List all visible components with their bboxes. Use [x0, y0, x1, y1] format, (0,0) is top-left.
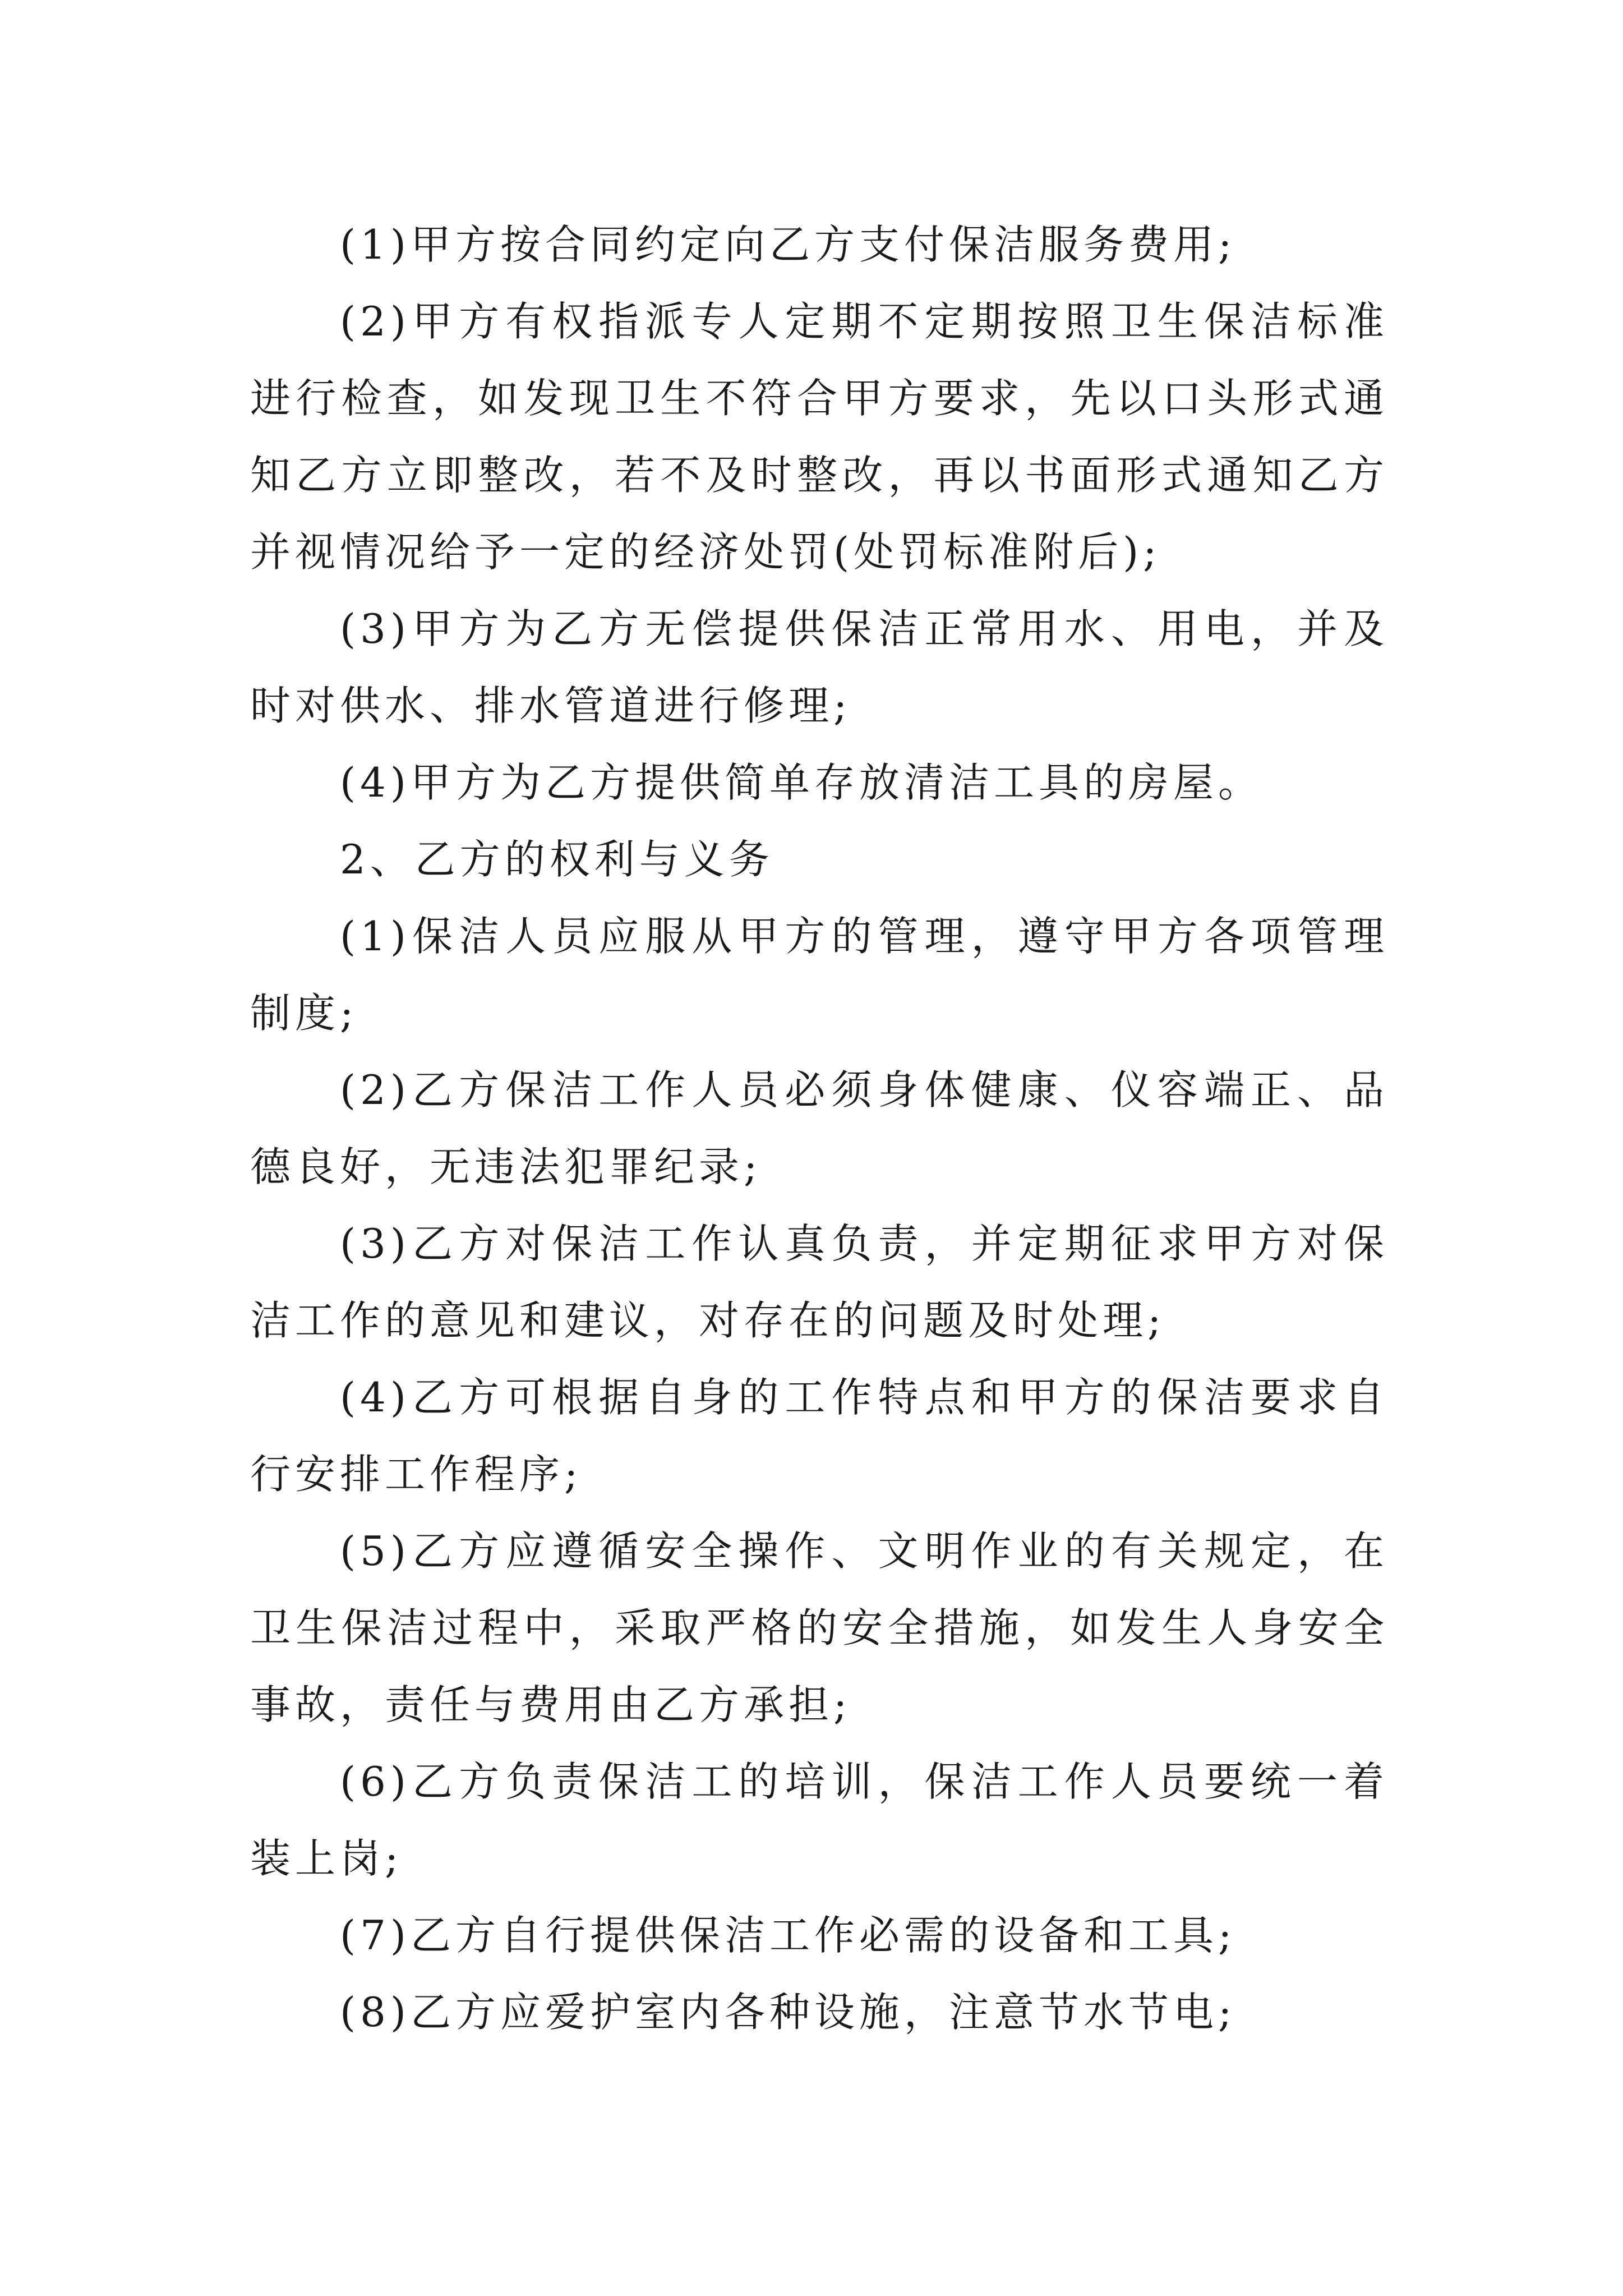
paragraph-6: (1)保洁人员应服从甲方的管理，遵守甲方各项管理制度;: [250, 913, 1389, 1037]
section-heading: 2、乙方的权利与义务: [340, 836, 774, 883]
paragraph-3: (3)甲方为乙方无偿提供保洁正常用水、用电，并及时对供水、排水管道进行修理;: [250, 605, 1389, 729]
paragraph-12: (7)乙方自行提供保洁工作必需的设备和工具;: [340, 1912, 1237, 1959]
paragraph-1: (1)甲方按合同约定向乙方支付保洁服务费用;: [340, 221, 1237, 268]
paragraph-13: (8)乙方应爱护室内各种设施，注意节水节电;: [340, 1989, 1237, 2036]
document-body: [250, 206, 1389, 2051]
paragraph-7: (2)乙方保洁工作人员必须身体健康、仪容端正、品德良好，无违法犯罪纪录;: [250, 1066, 1389, 1190]
paragraph-11: (6)乙方负责保洁工的培训，保洁工作人员要统一着装上岗;: [250, 1758, 1389, 1882]
paragraph-8: (3)乙方对保洁工作认真负责，并定期征求甲方对保洁工作的意见和建议，对存在的问题及时处理;: [250, 1220, 1389, 1344]
paragraph-2: (2)甲方有权指派专人定期不定期按照卫生保洁标准进行检查，如发现卫生不符合甲方要求，先以口头形式通知乙方立即整改，若不及时整改，再以书面形式通知乙方并视情况给予一定的经济处罚(处罚标准附后);: [250, 298, 1389, 576]
paragraph-10: (5)乙方应遵循安全操作、文明作业的有关规定，在卫生保洁过程中，采取严格的安全措施，如发生人身安全事故，责任与费用由乙方承担;: [250, 1527, 1389, 1728]
paragraph-9: (4)乙方可根据自身的工作特点和甲方的保洁要求自行安排工作程序;: [250, 1374, 1389, 1498]
paragraph-4: (4)甲方为乙方提供简单存放清洁工具的房屋。: [340, 759, 1263, 806]
